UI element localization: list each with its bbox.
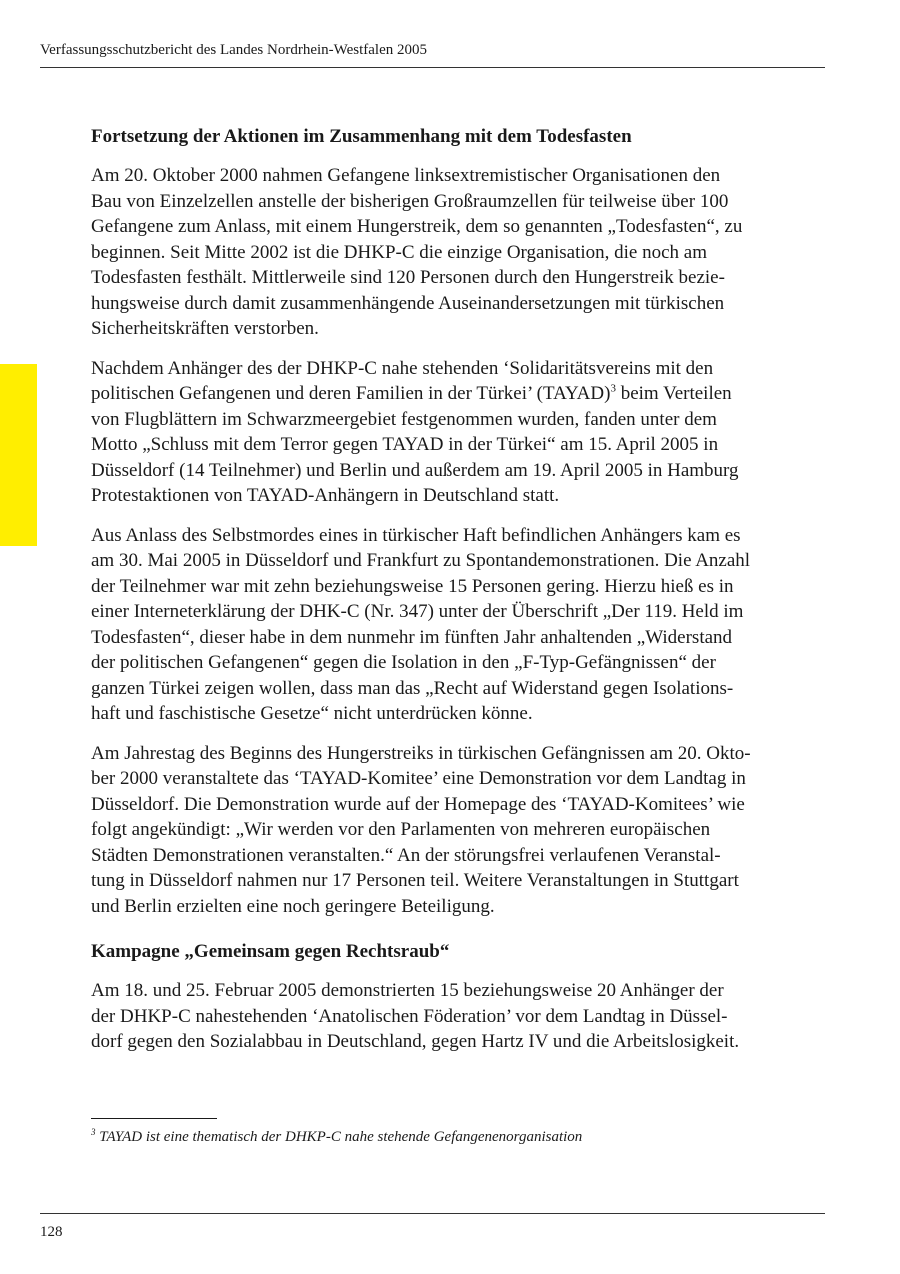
text-line: der DHKP-C nahestehenden ‘Anatolischen Föderation’ vor dem Landtag in Düssel- <box>91 1005 728 1027</box>
text-segment: politischen Gefangenen und deren Familien in der Türkei’ (TAYAD) <box>91 383 611 404</box>
footer-divider <box>40 1213 825 1214</box>
text-line: dorf gegen den Sozialabbau in Deutschland, gegen Hartz IV und die Arbeitslosigkeit. <box>91 1031 740 1052</box>
text-line: Sicherheitskräften verstorben. <box>91 318 319 339</box>
text-line: ber 2000 veranstaltete das ‘TAYAD-Komitee’ eine Demonstration vor dem Landtag in <box>91 768 746 789</box>
text-line: der politischen Gefangenen“ gegen die Isolation in den „F-Typ-Gefängnissen“ der <box>91 652 716 673</box>
side-marker <box>0 364 37 546</box>
text-line: Bau von Einzelzellen anstelle der bisherigen Großraumzellen für teilweise über 100 <box>91 190 729 212</box>
text-line: Düsseldorf. Die Demonstration wurde auf der Homepage des ‘TAYAD-Komitees’ wie <box>91 793 745 815</box>
text-line: Todesfasten festhält. Mittlerweile sind 120 Personen durch den Hungerstreik bezie- <box>91 267 725 288</box>
text-line: hungsweise durch damit zusammenhängende Auseinandersetzungen mit türkischen <box>91 292 725 314</box>
text-line: von Flugblättern im Schwarzmeergebiet festgenommen wurden, fanden unter dem <box>91 408 717 430</box>
paragraph-2 <box>91 356 831 509</box>
text-line: Todesfasten“, dieser habe in dem nunmehr im fünften Jahr anhaltenden „Widerstand <box>91 626 733 648</box>
footnote-reference: 3 <box>610 382 616 395</box>
text-line: tung in Düsseldorf nahmen nur 17 Personen teil. Weitere Veranstaltungen in Stuttgart <box>91 870 739 891</box>
text-line: ganzen Türkei zeigen wollen, dass man das „Recht auf Widerstand gegen Isolations- <box>91 677 734 699</box>
text-line: am 30. Mai 2005 in Düsseldorf und Frankfurt zu Spontandemonstrationen. Die Anzahl <box>91 550 751 571</box>
footnote <box>91 1128 582 1146</box>
paragraph-4 <box>91 741 831 920</box>
text-line: Am 18. und 25. Februar 2005 demonstrierten 15 beziehungsweise 20 Anhänger der <box>91 980 724 1001</box>
text-line: folgt angekündigt: „Wir werden vor den Parlamenten von mehreren europäischen <box>91 819 711 840</box>
footnote-text: TAYAD ist eine thematisch der DHKP-C nahe stehende Gefangenenorganisation <box>95 1129 583 1145</box>
footnote-divider <box>91 1118 217 1119</box>
section-heading-todesfasten: Fortsetzung der Aktionen im Zusammenhang mit dem Todesfasten <box>91 126 632 147</box>
running-header: Verfassungsschutzbericht des Landes Nordrhein-Westfalen 2005 <box>40 42 428 58</box>
footnote-marker: 3 <box>91 1127 96 1137</box>
page-number: 128 <box>40 1224 63 1240</box>
text-line: der Teilnehmer war mit zehn beziehungsweise 15 Personen gering. Hierzu hieß es in <box>91 575 734 597</box>
page-body <box>91 124 831 1069</box>
paragraph-5 <box>91 978 831 1055</box>
text-line: Protestaktionen von TAYAD-Anhängern in Deutschland statt. <box>91 485 560 506</box>
text-line: beginnen. Seit Mitte 2002 ist die DHKP-C die einzige Organisation, die noch am <box>91 241 707 263</box>
text-line: einer Interneterklärung der DHK-C (Nr. 347) unter der Überschrift „Der 119. Held im <box>91 601 744 622</box>
text-line: Städten Demonstrationen veranstalten.“ An der störungsfrei verlaufenen Veranstal- <box>91 844 721 866</box>
text-line: haft und faschistische Gesetze“ nicht unterdrücken könne. <box>91 703 533 724</box>
paragraph-3 <box>91 523 831 727</box>
paragraph-1 <box>91 163 831 342</box>
text-line: Motto „Schluss mit dem Terror gegen TAYAD in der Türkei“ am 15. April 2005 in <box>91 434 719 455</box>
text-line <box>91 381 831 407</box>
text-line: Düsseldorf (14 Teilnehmer) und Berlin und außerdem am 19. April 2005 in Hamburg <box>91 459 739 481</box>
text-line: Gefangene zum Anlass, mit einem Hungerstreik, dem so genannten „Todesfasten“, zu <box>91 216 743 237</box>
text-line: Am 20. Oktober 2000 nahmen Gefangene linksextremistischer Organisationen den <box>91 165 721 186</box>
text-line: Aus Anlass des Selbstmordes eines in türkischer Haft befindlichen Anhängers kam es <box>91 524 741 546</box>
text-line: Am Jahrestag des Beginns des Hungerstreiks in türkischen Gefängnissen am 20. Okto- <box>91 742 751 764</box>
text-line: und Berlin erzielten eine noch geringere Beteiligung. <box>91 895 495 917</box>
section-heading-kampagne: Kampagne „Gemeinsam gegen Rechtsraub“ <box>91 941 450 962</box>
text-line: Nachdem Anhänger des der DHKP-C nahe stehenden ‘Solidaritätsvereins mit den <box>91 357 714 379</box>
header-divider <box>40 67 825 68</box>
text-segment: beim Verteilen <box>615 383 732 404</box>
